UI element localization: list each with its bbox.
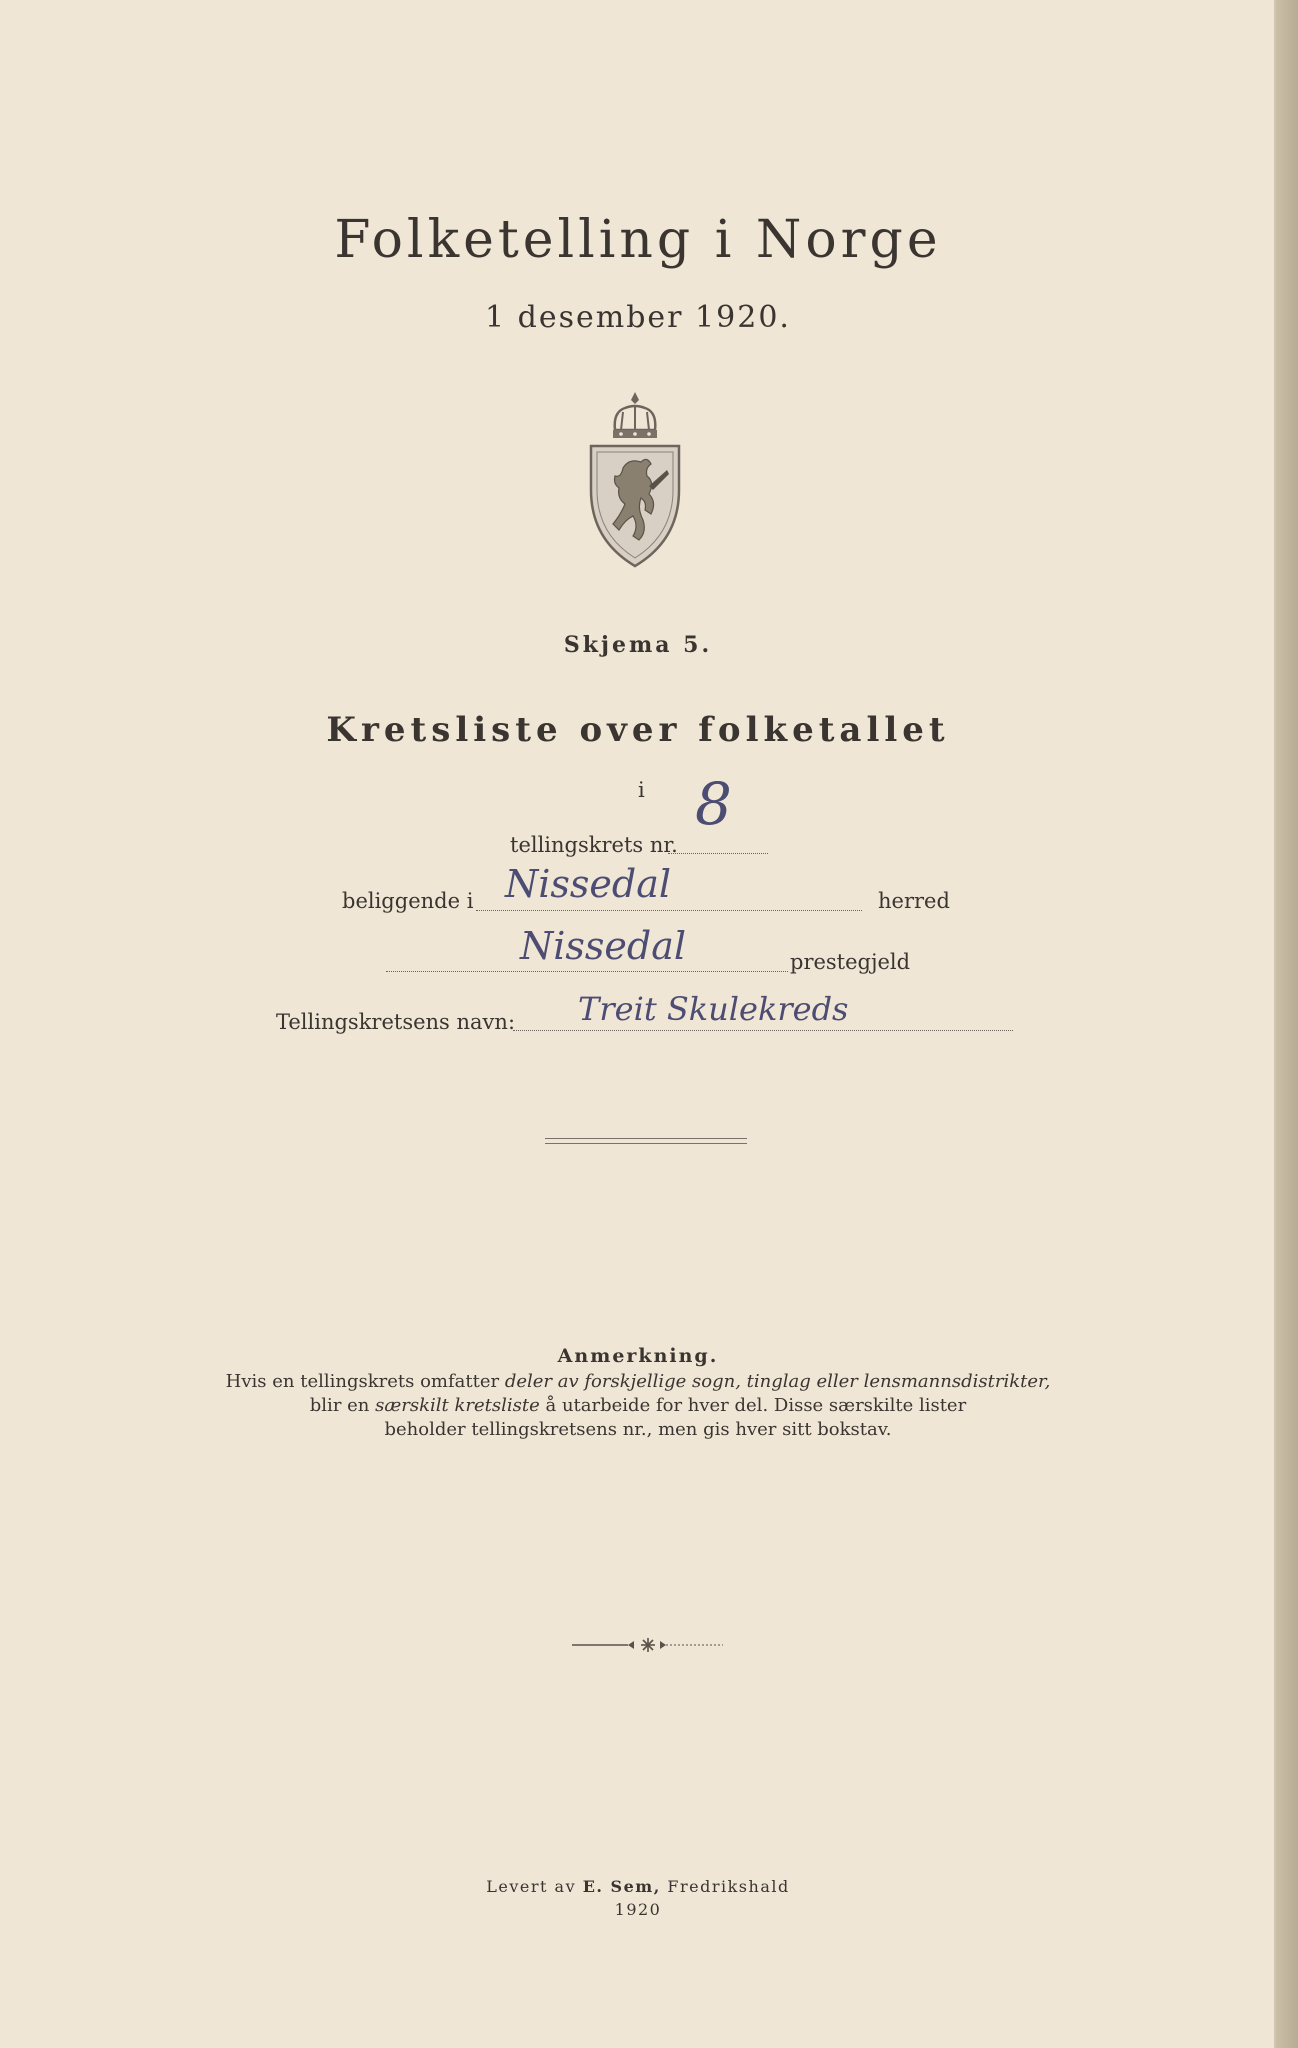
page-title: Folketelling i Norge	[334, 210, 942, 270]
printer-name: E. Sem,	[582, 1877, 661, 1896]
printer-credit	[0, 1877, 1276, 1896]
note-line-2-text-c: å utarbeide for hver del. Disse særskilte lister	[539, 1395, 967, 1416]
printer-year: 1920	[614, 1900, 662, 1919]
census-date: 1 desember 1920.	[485, 300, 791, 335]
tellingskrets-field-line	[668, 853, 768, 854]
note-line-3: beholder tellingskretsens nr., men gis hver sitt bokstav.	[384, 1419, 892, 1440]
note-line-2	[200, 1394, 1076, 1418]
tellingskrets-value: 8	[695, 770, 732, 838]
kretsnavn-field-line	[513, 1030, 1013, 1031]
note-line-1-italic: deler av forskjellige sogn, tinglag eller lensmannsdistrikter,	[504, 1371, 1051, 1392]
note-heading: Anmerkning.	[557, 1345, 719, 1367]
printer-credit-prefix: Levert av	[486, 1877, 583, 1896]
note-line-1	[200, 1370, 1076, 1394]
beliggende-label: beliggende i	[342, 889, 474, 913]
schema-number: Skjema 5.	[563, 632, 713, 658]
tellingskrets-label: tellingskrets nr.	[510, 833, 678, 857]
section-divider	[545, 1138, 747, 1144]
norwegian-coat-of-arms-icon	[585, 390, 685, 570]
beliggende-value: Nissedal	[505, 862, 672, 906]
ornament-divider-icon	[570, 1635, 725, 1655]
printer-city: Fredrikshald	[660, 1877, 790, 1896]
kretsnavn-label: Tellingskretsens navn:	[276, 1010, 516, 1034]
preposition-i: i	[638, 778, 645, 802]
herred-label: herred	[878, 889, 950, 913]
kretsnavn-value: Treit Skulekreds	[578, 990, 849, 1028]
prestegjeld-label: prestegjeld	[790, 950, 911, 974]
note-line-2-italic: særskilt kretsliste	[375, 1395, 540, 1416]
note-line-2-text-a: blir en	[309, 1395, 376, 1416]
page-edge	[1276, 0, 1298, 2048]
form-heading: Kretsliste over folketallet	[326, 710, 950, 750]
note-line-1-text: Hvis en tellingskrets omfatter	[225, 1371, 505, 1392]
prestegjeld-field-line	[386, 971, 788, 972]
beliggende-field-line	[476, 910, 862, 911]
prestegjeld-value: Nissedal	[520, 924, 687, 968]
